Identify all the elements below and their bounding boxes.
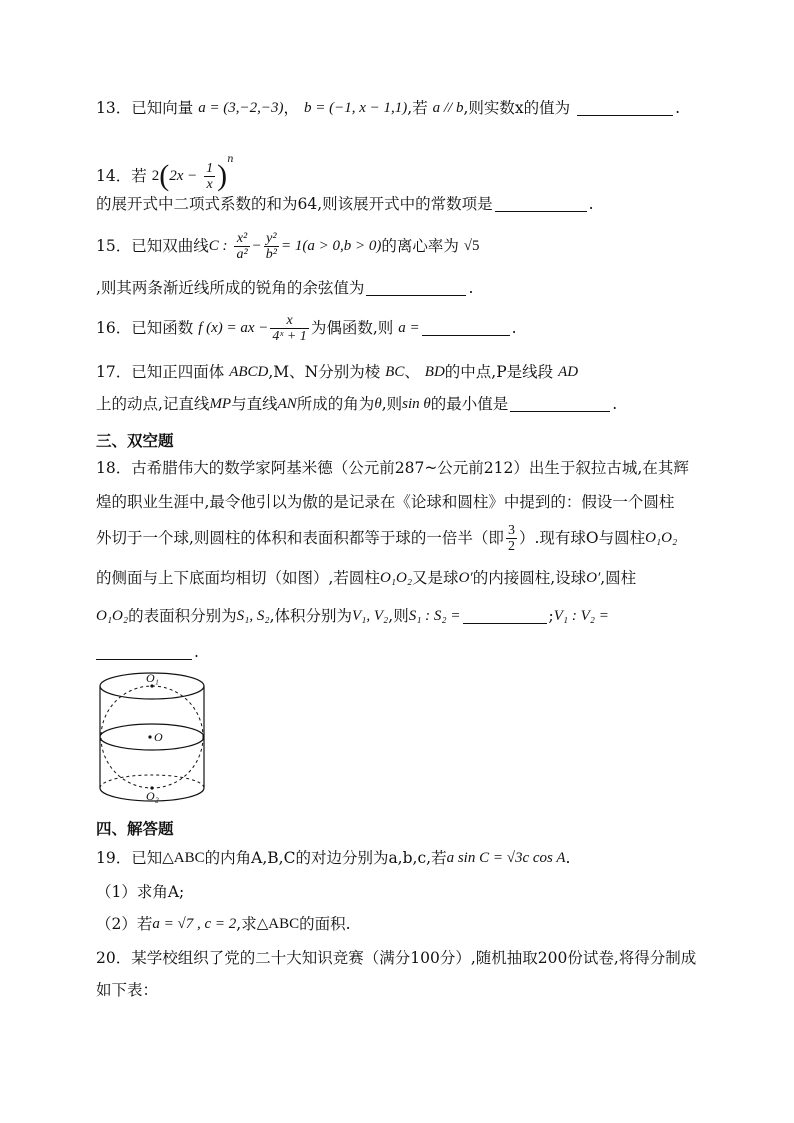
q14-expression: 2x − — [169, 168, 198, 184]
q14-end: . — [588, 195, 594, 213]
section-3-heading: 三、双空题 — [96, 432, 174, 450]
question-19-part2 — [96, 912, 706, 935]
q13-vector-b: b = (−1, x − 1,1) — [304, 100, 408, 116]
q19-text-a: 已知 — [131, 849, 163, 867]
question-17 — [96, 360, 706, 383]
q14-coefficient: 2 — [151, 168, 160, 184]
q13-comma: ， — [283, 99, 300, 117]
q18-line1: 古希腊伟大的数学家阿基米德（公元前287~公元前212）出生于叙拉古城,在其辉 — [131, 459, 689, 477]
q17-edge-bd: BD — [424, 364, 445, 380]
q20-line2: 如下表： — [96, 981, 159, 999]
q20-line1: 某学校组织了党的二十大知识竞赛（满分100分）,随机抽取200份试卷,将得分制成 — [131, 949, 697, 967]
point-o — [148, 735, 151, 738]
section-4-heading: 四、解答题 — [96, 820, 174, 838]
q19-number: 19． — [96, 849, 132, 867]
question-15-line2 — [96, 276, 706, 299]
question-19 — [96, 846, 706, 869]
q18-semicolon: ; — [548, 607, 554, 625]
question-18-line5 — [96, 604, 706, 627]
q17-line-an: AN — [277, 396, 297, 412]
q18-line3b: ）.现有球O与圆柱 — [518, 529, 646, 547]
question-17-line2 — [96, 392, 706, 415]
question-15 — [96, 228, 706, 262]
q15-text-b: 的离心率为 — [381, 237, 459, 255]
q16-frac-num: x — [270, 313, 308, 329]
q14-answer-blank — [495, 197, 587, 212]
q15-fraction-x — [234, 231, 249, 262]
q15-answer-blank — [366, 281, 466, 296]
q14-text-a: 若 — [131, 167, 147, 185]
q18-line4a: 的侧面与上下底面均相切（如图）,若圆柱 — [96, 569, 380, 587]
q15-curve: C : — [208, 238, 228, 254]
q13-text-c: ,则实数x的值为 — [463, 99, 571, 117]
q14-left-paren: ( — [159, 159, 170, 192]
q15-end: . — [468, 279, 474, 297]
q17-number: 17． — [96, 363, 132, 381]
q16-number: 16． — [96, 319, 132, 337]
q17-edge-bc: BC — [385, 364, 405, 380]
q17-answer-blank — [510, 397, 610, 412]
question-20-line1 — [96, 946, 706, 969]
q14-line2: 的展开式中二项式系数的和为64,则该展开式中的常数项是 — [96, 195, 493, 213]
sphere-equator-back — [100, 724, 204, 737]
q17-segment-ad: AD — [558, 364, 579, 380]
q17-theta: θ — [374, 396, 382, 412]
q16-frac-den: 4ˣ + 1 — [272, 328, 307, 344]
q18-end: . — [194, 643, 199, 661]
q17-line1: 已知正四面体 — [131, 363, 225, 381]
q19-end: . — [565, 849, 571, 867]
q16-fraction — [270, 313, 308, 344]
q18-cylinder-o1o2: O₁O₂ — [645, 530, 678, 546]
q17-line2a: 上的动点,记直线 — [96, 395, 210, 413]
q16-function: f (x) = ax − — [198, 320, 269, 336]
q14-frac-den: x — [206, 176, 213, 192]
question-18-line4 — [96, 566, 706, 589]
q18-line4b: 又是球 — [412, 569, 459, 587]
q13-end: . — [675, 99, 681, 117]
q14-power: n — [227, 154, 234, 165]
q16-end: . — [511, 319, 517, 337]
q13-text-a: 已知向量 — [131, 99, 194, 117]
q19-part2-eq: a = √7 , c = 2 — [152, 916, 237, 932]
q19-part2-b: ,求 — [236, 915, 257, 933]
q18-s12: S₁, S₂ — [236, 608, 270, 624]
q18-frac-num: 3 — [507, 522, 515, 538]
q19-equation: a sin C = √3c cos A — [446, 850, 566, 866]
q15-line2: ,则其两条渐近线所成的锐角的余弦值为 — [96, 279, 365, 297]
q17-line2e: 的最小值是 — [430, 395, 509, 413]
q13-condition: a // b — [432, 100, 464, 116]
question-18-line6 — [96, 640, 706, 663]
q18-line3a: 外切于一个球,则圆柱的体积和表面积都等于球的一倍半（即 — [96, 529, 504, 547]
q15-fraction-y — [264, 231, 279, 262]
q16-answer-var: a = — [398, 320, 420, 336]
q15-eccentricity: √5 — [463, 238, 480, 254]
q17-line-mp: MP — [209, 396, 232, 412]
q19-triangle: △ABC — [162, 850, 205, 866]
q16-text-b: 为偶函数,则 — [310, 319, 394, 337]
label-o: O — [154, 730, 163, 744]
q14-fraction — [204, 161, 215, 192]
q18-answer-blank-1 — [463, 609, 547, 624]
q14-right-paren: ) — [217, 159, 228, 192]
question-14-line2 — [96, 192, 706, 215]
q13-answer-blank — [577, 101, 673, 116]
q13-number: 13． — [96, 99, 132, 117]
q15-minus: − — [251, 238, 262, 254]
q18-answer-blank-2 — [96, 645, 192, 660]
q19-part2-triangle: △ABC — [256, 916, 300, 932]
question-14 — [96, 140, 706, 192]
q15-fy-den: b² — [265, 246, 277, 262]
q18-line2: 煌的职业生涯中,最令他引以为傲的是记录在《论球和圆柱》中提到的：假设一个圆柱 — [96, 493, 675, 511]
q15-fy-num: y² — [264, 231, 279, 247]
q20-number: 20． — [96, 949, 132, 967]
q19-text-b: 的内角A,B,C的对边分别为a,b,c,若 — [204, 849, 447, 867]
q18-line5c: ,则 — [388, 607, 409, 625]
q15-number: 15． — [96, 237, 132, 255]
q16-answer-blank — [422, 321, 510, 336]
q18-v-ratio: V₁ : V₂ = — [553, 608, 609, 624]
cylinder-sphere-figure — [96, 668, 216, 808]
q18-line4d: ,圆柱 — [600, 569, 637, 587]
question-19-part1 — [96, 880, 706, 903]
question-20-line2 — [96, 978, 706, 1001]
q13-vector-a: a = (3,−2,−3) — [198, 100, 284, 116]
q15-condition: = 1(a > 0,b > 0) — [280, 238, 382, 254]
q17-line2c: 所成的角为 — [296, 395, 375, 413]
q14-frac-num: 1 — [206, 160, 214, 176]
q17-sin-theta: sin θ — [402, 396, 431, 412]
question-18-line2 — [96, 490, 706, 513]
q17-end: . — [612, 395, 618, 413]
sphere-equator-front — [100, 737, 204, 750]
q19-part2-a: （2）若 — [96, 915, 153, 933]
q18-line4c: 的内接圆柱,设球 — [472, 569, 587, 587]
q18-number: 18． — [96, 459, 132, 477]
q15-fx-num: x² — [234, 231, 249, 247]
q18-line5a: 的表面积分别为 — [128, 607, 237, 625]
q17-line2d: ,则 — [381, 395, 403, 413]
q15-fx-den: a² — [236, 246, 248, 262]
q18-fraction — [506, 523, 517, 554]
q14-number: 14． — [96, 167, 132, 185]
label-o1: O₁ — [146, 671, 159, 685]
q18-s-ratio: S₁ : S₂ = — [408, 608, 461, 624]
question-13 — [96, 96, 706, 119]
q13-text-b: ,若 — [407, 99, 428, 117]
q19-part1: （1）求角A; — [96, 883, 185, 901]
q17-mid: ,M、N分别为棱 — [268, 363, 381, 381]
q18-sphere-oprime-2: O′ — [586, 570, 601, 586]
q18-cylinder-ref: O₁O₂ — [379, 570, 413, 586]
q17-tail: 的中点,P是线段 — [444, 363, 554, 381]
q17-tetrahedron: ABCD — [229, 364, 269, 380]
q15-text-a: 已知双曲线 — [131, 237, 209, 255]
question-18-line3 — [96, 520, 706, 554]
q18-line5b: ,体积分别为 — [269, 607, 352, 625]
q18-sphere-oprime: O′ — [458, 570, 473, 586]
question-16 — [96, 310, 706, 344]
q18-frac-den: 2 — [507, 538, 515, 554]
q16-text-a: 已知函数 — [131, 319, 194, 337]
cylinder-bottom-back — [100, 775, 204, 788]
q18-cylinder-ref-2: O₁O₂ — [96, 608, 129, 624]
q17-line2b: 与直线 — [231, 395, 278, 413]
question-18-line1 — [96, 456, 706, 479]
q19-part2-c: 的面积. — [299, 915, 351, 933]
q17-sep: 、 — [404, 363, 420, 381]
sphere-outline — [101, 686, 203, 788]
label-o2: O₂ — [146, 789, 159, 803]
q18-v12: V₁, V₂ — [352, 608, 389, 624]
